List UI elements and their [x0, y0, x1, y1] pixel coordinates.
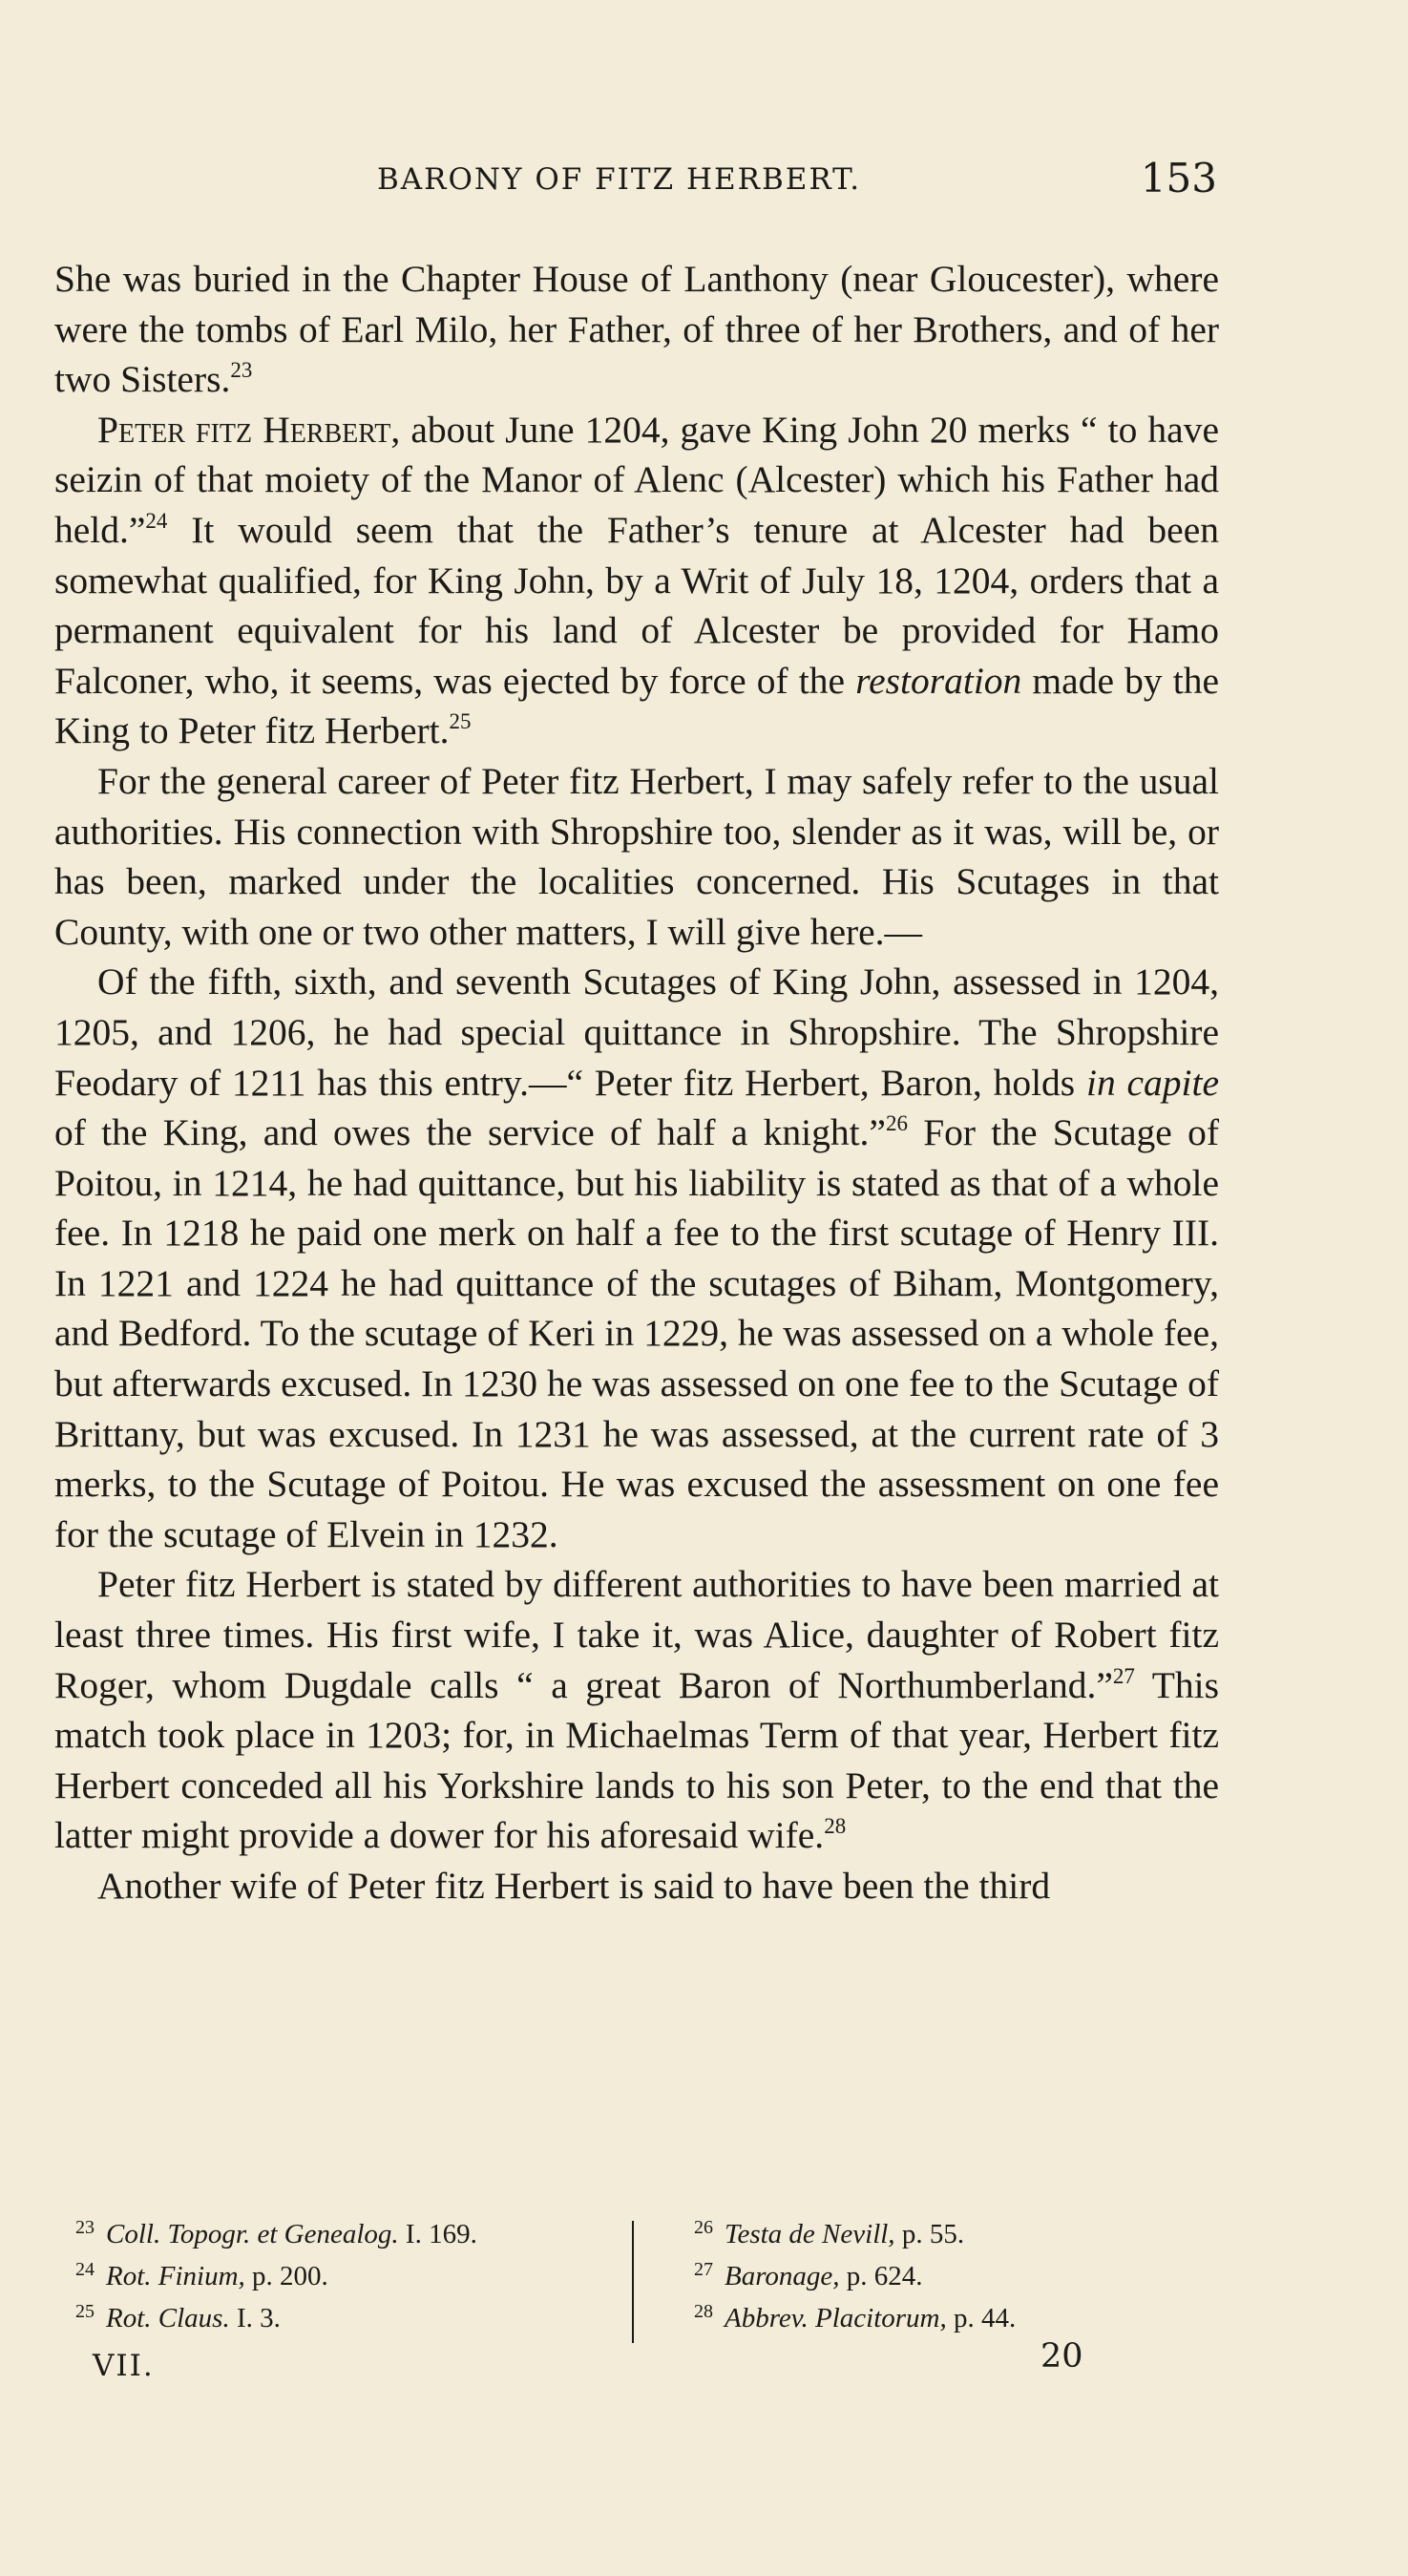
name-small-caps: Peter — [97, 408, 185, 451]
paragraph-1: She was buried in the Chapter House of Lanthony (near Gloucester), where were the tombs of Earl Milo, her Father, of three of her Brothers, and of her two Sisters.$^{23}$ — [54, 258, 1219, 401]
footnote-27: $^{27}$ Baronage, p. 624. — [694, 2259, 923, 2291]
footnote-divider — [632, 2221, 634, 2343]
footnote-25: $^{25}$ Rot. Claus. I. 3. — [75, 2301, 281, 2333]
footnote-ref-25[interactable]: 25 — [449, 709, 472, 734]
paragraph-6: Another wife of Peter fitz Herbert is said to have been the third — [97, 1865, 1051, 1907]
footnote-ref-27[interactable]: 27 — [1112, 1663, 1135, 1688]
italic-term: restoration — [855, 659, 1022, 702]
footnote-23: $^{23}$ Coll. Topogr. et Genealog. I. 169. — [75, 2217, 477, 2249]
footnotes — [54, 2213, 1219, 2347]
footnote-24: $^{24}$ Rot. Finium, p. 200. — [75, 2259, 328, 2291]
sheet-number: 20 — [1040, 2337, 1083, 2375]
signature-mark: VII. — [93, 2349, 155, 2383]
paragraph-4: Of the fifth, sixth, and seventh Scutages of King John, assessed in 1204, 1205, and 1206, he had special quittance in Shropshire. The Shropshire Feodary of 1211 has this entry.—“ Peter fitz Herbert, Baron, holds in capite of the King, and owes the service of half a knight.”$^{26}$ For the Scutage of Poitou, in 1214, he had quittance, but his liability is stated as that of a whole fee. In 1218 he paid one merk on half a fee to the first scutage of Henry III. In 1221 and 1224 he had quittance of the scutages of Biham, Montgomery, and Bedford. To the scutage of Keri in 1229, he was assessed on a whole fee, but afterwards excused. In 1230 he was assessed on one fee to the Scutage of Brittany, but was excused. In 1231 he was assessed, at the current rate of 3 merks, to the Scutage of Poitou. He was excused the assessment on one fee for the scutage of Elvein in 1232. — [54, 961, 1219, 1555]
paragraph-3: For the general career of Peter fitz Herbert, I may safely refer to the usual authorities. His connection with Shropshire too, slender as it was, will be, or has been, marked under the localities concerned. His Scutages in that County, with one or two other matters, I will give here.— — [54, 759, 1219, 953]
body-text — [54, 254, 1219, 1911]
paragraph-5: Peter fitz Herbert is stated by different authorities to have been married at least three times. His first wife, I take it, was Alice, daughter of Robert fitz Roger, whom Dugdale calls “ a great Baron of Northumberland.”$^{27}$ This match took place in 1203; for, in Michaelmas Term of that year, Herbert fitz Herbert conceded all his Yorkshire lands to his son Peter, to the end that the latter might provide a dower for his aforesaid wife.$^{28}$ — [54, 1563, 1219, 1857]
footnote-ref-24[interactable]: 24 — [145, 508, 168, 533]
footnote-ref-26[interactable]: 26 — [885, 1111, 908, 1136]
footnote-26: $^{26}$ Testa de Nevill, p. 55. — [694, 2217, 965, 2249]
footnote-ref-28[interactable]: 28 — [824, 1814, 847, 1839]
paragraph-2: Peter fitz Herbert, about June 1204, gave King John 20 merks “ to have seizin of that moiety of the Manor of Alenc (Alcester) which his Father had held.”$^{24}$ It would seem that the Father’s tenure at Alcester had been somewhat qualified, for King John, by a Writ of July 18, 1204, orders that a permanent equivalent for his land of Alcester be provided for Hamo Falconer, who, it seems, was ejected by force of the restoration made by the King to Peter fitz Herbert.$^{25}$ — [54, 408, 1220, 752]
footnotes-right-column — [694, 2213, 1016, 2339]
page-number: 153 — [1140, 155, 1217, 201]
italic-term: in capite — [1085, 1061, 1219, 1104]
running-head: BARONY OF FITZ HERBERT. — [377, 162, 862, 197]
footnote-ref-23[interactable]: 23 — [230, 358, 253, 383]
footnote-28: $^{28}$ Abbrev. Placitorum, p. 44. — [694, 2301, 1017, 2333]
footnotes-left-column — [75, 2213, 477, 2339]
